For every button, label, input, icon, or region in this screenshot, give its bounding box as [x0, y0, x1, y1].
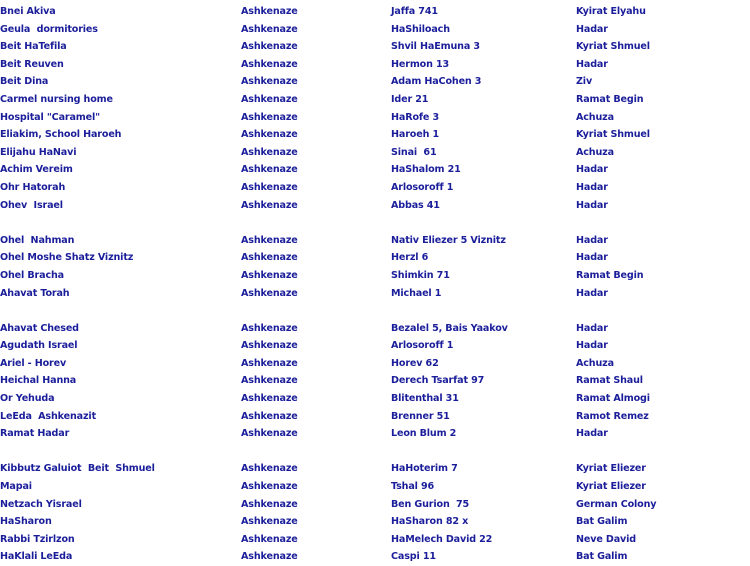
table-row — [0, 73, 750, 91]
table-row — [0, 232, 750, 250]
address-cell: Tshal 96 — [391, 481, 435, 493]
name-cell: Ohr Hatorah — [0, 181, 66, 193]
address-cell: Blitenthal 31 — [391, 393, 459, 405]
table-row — [0, 109, 750, 127]
community-cell: Ashkenaze — [241, 322, 298, 334]
community-cell: Ashkenaze — [241, 199, 298, 211]
address-cell: HaSharon 82 x — [391, 516, 469, 528]
table-row — [0, 390, 750, 408]
name-cell: Ahavat Torah — [0, 287, 70, 299]
community-cell: Ashkenaze — [241, 6, 298, 17]
community-cell: Ashkenaze — [241, 498, 298, 510]
name-cell: HaKlali LeEda — [0, 551, 73, 563]
name-cell: Bnei Akiva — [0, 6, 56, 17]
community-cell: Ashkenaze — [241, 463, 298, 475]
community-cell: Ashkenaze — [241, 181, 298, 193]
community-cell: Ashkenaze — [241, 129, 298, 141]
table-row — [0, 320, 750, 338]
community-cell: Ashkenaze — [241, 234, 298, 246]
neighborhood-cell: Ramat Begin — [576, 269, 644, 281]
address-cell: HaShalom 21 — [391, 164, 461, 176]
address-cell: Derech Tsarfat 97 — [391, 375, 485, 387]
address-cell: HaMelech David 22 — [391, 533, 493, 545]
neighborhood-cell: Hadar — [576, 252, 608, 264]
neighborhood-cell: Neve David — [576, 533, 636, 545]
table-row — [0, 214, 750, 232]
table-row — [0, 531, 750, 549]
table-row — [0, 126, 750, 144]
community-cell: Ashkenaze — [241, 41, 298, 53]
community-cell: Ashkenaze — [241, 93, 298, 105]
table-row — [0, 38, 750, 56]
name-cell: HaSharon — [0, 516, 52, 528]
community-cell: Ashkenaze — [241, 410, 298, 422]
name-cell: Agudath Israel — [0, 340, 78, 352]
address-cell: Bezalel 5, Bais Yaakov — [391, 322, 508, 334]
name-cell: Carmel nursing home — [0, 93, 113, 105]
table-row — [0, 337, 750, 355]
address-cell: Haroeh 1 — [391, 129, 439, 141]
address-cell: Hermon 13 — [391, 58, 450, 70]
neighborhood-cell: Hadar — [576, 181, 608, 193]
address-cell: Nativ Eliezer 5 Viznitz — [391, 234, 506, 246]
neighborhood-cell: Hadar — [576, 322, 608, 334]
neighborhood-cell: Hadar — [576, 287, 608, 299]
table-row — [0, 513, 750, 531]
neighborhood-cell: Hadar — [576, 58, 608, 70]
neighborhood-cell: Kyriat Eliezer — [576, 463, 646, 475]
community-cell: Ashkenaze — [241, 269, 298, 281]
name-cell: Ohel Moshe Shatz Viznitz — [0, 252, 134, 264]
name-cell: Kibbutz Galuiot Beit Shmuel — [0, 463, 155, 475]
neighborhood-cell: Hadar — [576, 428, 608, 440]
address-cell: Caspi 11 — [391, 551, 436, 563]
name-cell: Ohev Israel — [0, 199, 63, 211]
table-row — [0, 179, 750, 197]
neighborhood-cell: Ramot Remez — [576, 410, 649, 422]
name-cell: Ariel - Horev — [0, 357, 67, 369]
neighborhood-cell: Kyirat Elyahu — [576, 6, 646, 17]
community-cell: Ashkenaze — [241, 340, 298, 352]
address-cell: HaShiloach — [391, 23, 450, 35]
table-row — [0, 249, 750, 267]
address-cell: Shvil HaEmuna 3 — [391, 41, 480, 53]
name-cell: Ahavat Chesed — [0, 322, 79, 334]
neighborhood-cell: Achuza — [576, 146, 614, 158]
address-cell: Horev 62 — [391, 357, 439, 369]
table-row — [0, 161, 750, 179]
address-cell: Herzl 6 — [391, 252, 429, 264]
name-cell: Rabbi Tzirlzon — [0, 533, 75, 545]
address-cell: Abbas 41 — [391, 199, 440, 211]
name-cell: Ohel Nahman — [0, 234, 75, 246]
neighborhood-cell: Hadar — [576, 199, 608, 211]
name-cell: Geula dormitories — [0, 23, 98, 35]
neighborhood-cell: German Colony — [576, 498, 657, 510]
table-row — [0, 285, 750, 303]
table-row — [0, 3, 750, 21]
name-cell: Netzach Yisrael — [0, 498, 82, 510]
neighborhood-cell: Kyriat Shmuel — [576, 41, 650, 53]
neighborhood-cell: Kyriat Eliezer — [576, 481, 646, 493]
name-cell: Eliakim, School Haroeh — [0, 129, 122, 141]
name-cell: Achim Vereim — [0, 164, 73, 176]
synagogue-table — [0, 3, 750, 566]
neighborhood-cell: Bat Galim — [576, 516, 628, 528]
address-cell: Sinai 61 — [391, 146, 437, 158]
community-cell: Ashkenaze — [241, 551, 298, 563]
name-cell: Beit Dina — [0, 76, 49, 88]
address-cell: Ider 21 — [391, 93, 429, 105]
community-cell: Ashkenaze — [241, 516, 298, 528]
community-cell: Ashkenaze — [241, 375, 298, 387]
table-row — [0, 372, 750, 390]
address-cell: Shimkin 71 — [391, 269, 450, 281]
table-row — [0, 267, 750, 285]
name-cell: LeEda Ashkenazit — [0, 410, 97, 422]
name-cell: Mapai — [0, 481, 32, 493]
community-cell: Ashkenaze — [241, 76, 298, 88]
address-cell: Jaffa 741 — [391, 6, 438, 17]
table-row — [0, 408, 750, 426]
neighborhood-cell: Ramat Shaul — [576, 375, 643, 387]
community-cell: Ashkenaze — [241, 357, 298, 369]
table-row — [0, 56, 750, 74]
name-cell: Ohel Bracha — [0, 269, 64, 281]
table-row — [0, 302, 750, 320]
table-row — [0, 496, 750, 514]
address-cell: Arlosoroff 1 — [391, 340, 454, 352]
community-cell: Ashkenaze — [241, 23, 298, 35]
table-row — [0, 21, 750, 39]
neighborhood-cell: Ramat Almogi — [576, 393, 650, 405]
community-cell: Ashkenaze — [241, 252, 298, 264]
address-cell: HaHoterim 7 — [391, 463, 458, 475]
neighborhood-cell: Ramat Begin — [576, 93, 644, 105]
name-cell: Hospital "Caramel" — [0, 111, 100, 123]
community-cell: Ashkenaze — [241, 393, 298, 405]
table-row — [0, 144, 750, 162]
neighborhood-cell: Kyriat Shmuel — [576, 129, 650, 141]
address-cell: Brenner 51 — [391, 410, 450, 422]
address-cell: Arlosoroff 1 — [391, 181, 454, 193]
community-cell: Ashkenaze — [241, 111, 298, 123]
table-row — [0, 548, 750, 566]
address-cell: HaRofe 3 — [391, 111, 439, 123]
name-cell: Beit HaTefila — [0, 41, 67, 53]
neighborhood-cell: Hadar — [576, 234, 608, 246]
name-cell: Beit Reuven — [0, 58, 64, 70]
neighborhood-cell: Hadar — [576, 23, 608, 35]
community-cell: Ashkenaze — [241, 146, 298, 158]
table-row — [0, 460, 750, 478]
address-cell: Leon Blum 2 — [391, 428, 457, 440]
name-cell: Ramat Hadar — [0, 428, 70, 440]
name-cell: Heichal Hanna — [0, 375, 77, 387]
table-row — [0, 425, 750, 443]
community-cell: Ashkenaze — [241, 481, 298, 493]
table-row — [0, 355, 750, 373]
address-cell: Adam HaCohen 3 — [391, 76, 482, 88]
address-cell: Ben Gurion 75 — [391, 498, 470, 510]
community-cell: Ashkenaze — [241, 58, 298, 70]
neighborhood-cell: Achuza — [576, 111, 614, 123]
table-row — [0, 91, 750, 109]
neighborhood-cell: Bat Galim — [576, 551, 628, 563]
table-row — [0, 443, 750, 461]
name-cell: Elijahu HaNavi — [0, 146, 77, 158]
name-cell: Or Yehuda — [0, 393, 55, 405]
neighborhood-cell: Hadar — [576, 340, 608, 352]
community-cell: Ashkenaze — [241, 428, 298, 440]
community-cell: Ashkenaze — [241, 287, 298, 299]
table-row — [0, 197, 750, 215]
neighborhood-cell: Ziv — [576, 76, 593, 88]
address-cell: Michael 1 — [391, 287, 442, 299]
community-cell: Ashkenaze — [241, 164, 298, 176]
neighborhood-cell: Achuza — [576, 357, 614, 369]
neighborhood-cell: Hadar — [576, 164, 608, 176]
community-cell: Ashkenaze — [241, 533, 298, 545]
table-row — [0, 478, 750, 496]
